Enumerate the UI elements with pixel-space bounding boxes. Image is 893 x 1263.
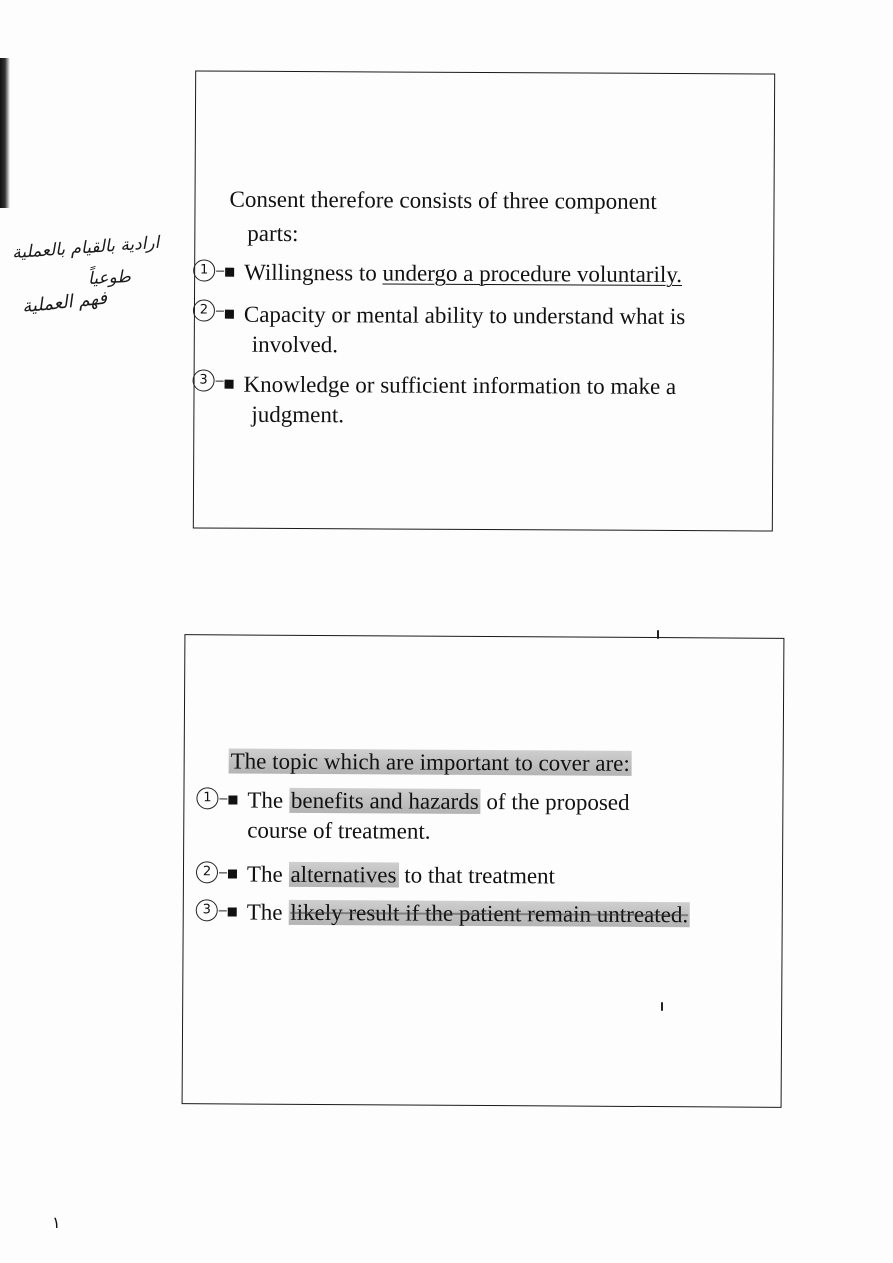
slide-2-item-1-cont: course of treatment. (247, 817, 431, 844)
bullet-icon (228, 870, 237, 879)
slide-2 (182, 634, 785, 1108)
item-number-circle: 1 (193, 259, 215, 281)
slide-2-item-3 (228, 897, 691, 930)
slide-2-item-3-pre: The (246, 899, 289, 925)
slide-1-item-2 (225, 300, 686, 362)
item-number-circle: 3 (196, 899, 218, 921)
page-number: ١ (52, 1213, 61, 1232)
bullet-icon (225, 268, 234, 277)
slide-2-title-text: The topic which are important to cover are: (230, 748, 630, 776)
pen-tick-mark (657, 630, 659, 639)
slide-1-item-1-text: Willingness to (244, 259, 383, 286)
slide-2-item-2 (228, 859, 555, 891)
slide-1-item-3-cont: judgment. (251, 401, 345, 428)
slide-2-item-1-highlight: benefits and hazards (290, 787, 479, 814)
item-number-circle: 2 (196, 861, 218, 883)
slide-1-title-line-2: parts: (247, 220, 299, 247)
slide-2-item-2-highlight: alternatives (290, 861, 397, 888)
scan-edge-mark (0, 58, 10, 208)
slide-1-item-2-text: Capacity or mental ability to understand what is (243, 301, 686, 330)
item-number-circle: 3 (193, 369, 215, 391)
slide-2-item-2-pre: The (246, 861, 289, 887)
slide-1-item-3-text: Knowledge or sufficient information to make a (243, 371, 677, 400)
slide-1-item-3 (224, 370, 676, 432)
slide-2-item-3-highlight: likely result if the patient remain untreated. (290, 899, 689, 928)
slide-1-item-2-cont: involved. (251, 331, 339, 358)
slide-2-item-1 (228, 785, 629, 847)
bullet-icon (228, 796, 237, 805)
bullet-icon (225, 310, 234, 319)
pen-tick-mark (661, 1002, 663, 1011)
bullet-icon (228, 908, 237, 917)
slide-1-title (229, 184, 656, 218)
handwritten-note-3: فهم العملية (21, 287, 109, 318)
slide-2-item-2-post: to that treatment (398, 862, 556, 889)
slide-1-item-1 (225, 258, 682, 290)
slide-1-title-line-1: Consent therefore consists of three component (229, 186, 657, 214)
slide-1 (193, 70, 775, 531)
handwritten-note-2: طوعياً (87, 266, 132, 290)
handwritten-note-1: ارادية بالقيام بالعملية (11, 232, 160, 264)
slide-2-item-1-pre: The (247, 787, 290, 813)
bullet-icon (225, 380, 234, 389)
slide-1-title-cont (247, 218, 298, 250)
item-number-circle: 1 (196, 787, 218, 809)
slide-2-item-1-post: of the proposed (480, 788, 630, 815)
slide-1-item-1-underlined: undergo a procedure voluntarily. (382, 260, 683, 288)
slide-2-title (229, 745, 632, 779)
item-number-circle: 2 (193, 299, 215, 321)
